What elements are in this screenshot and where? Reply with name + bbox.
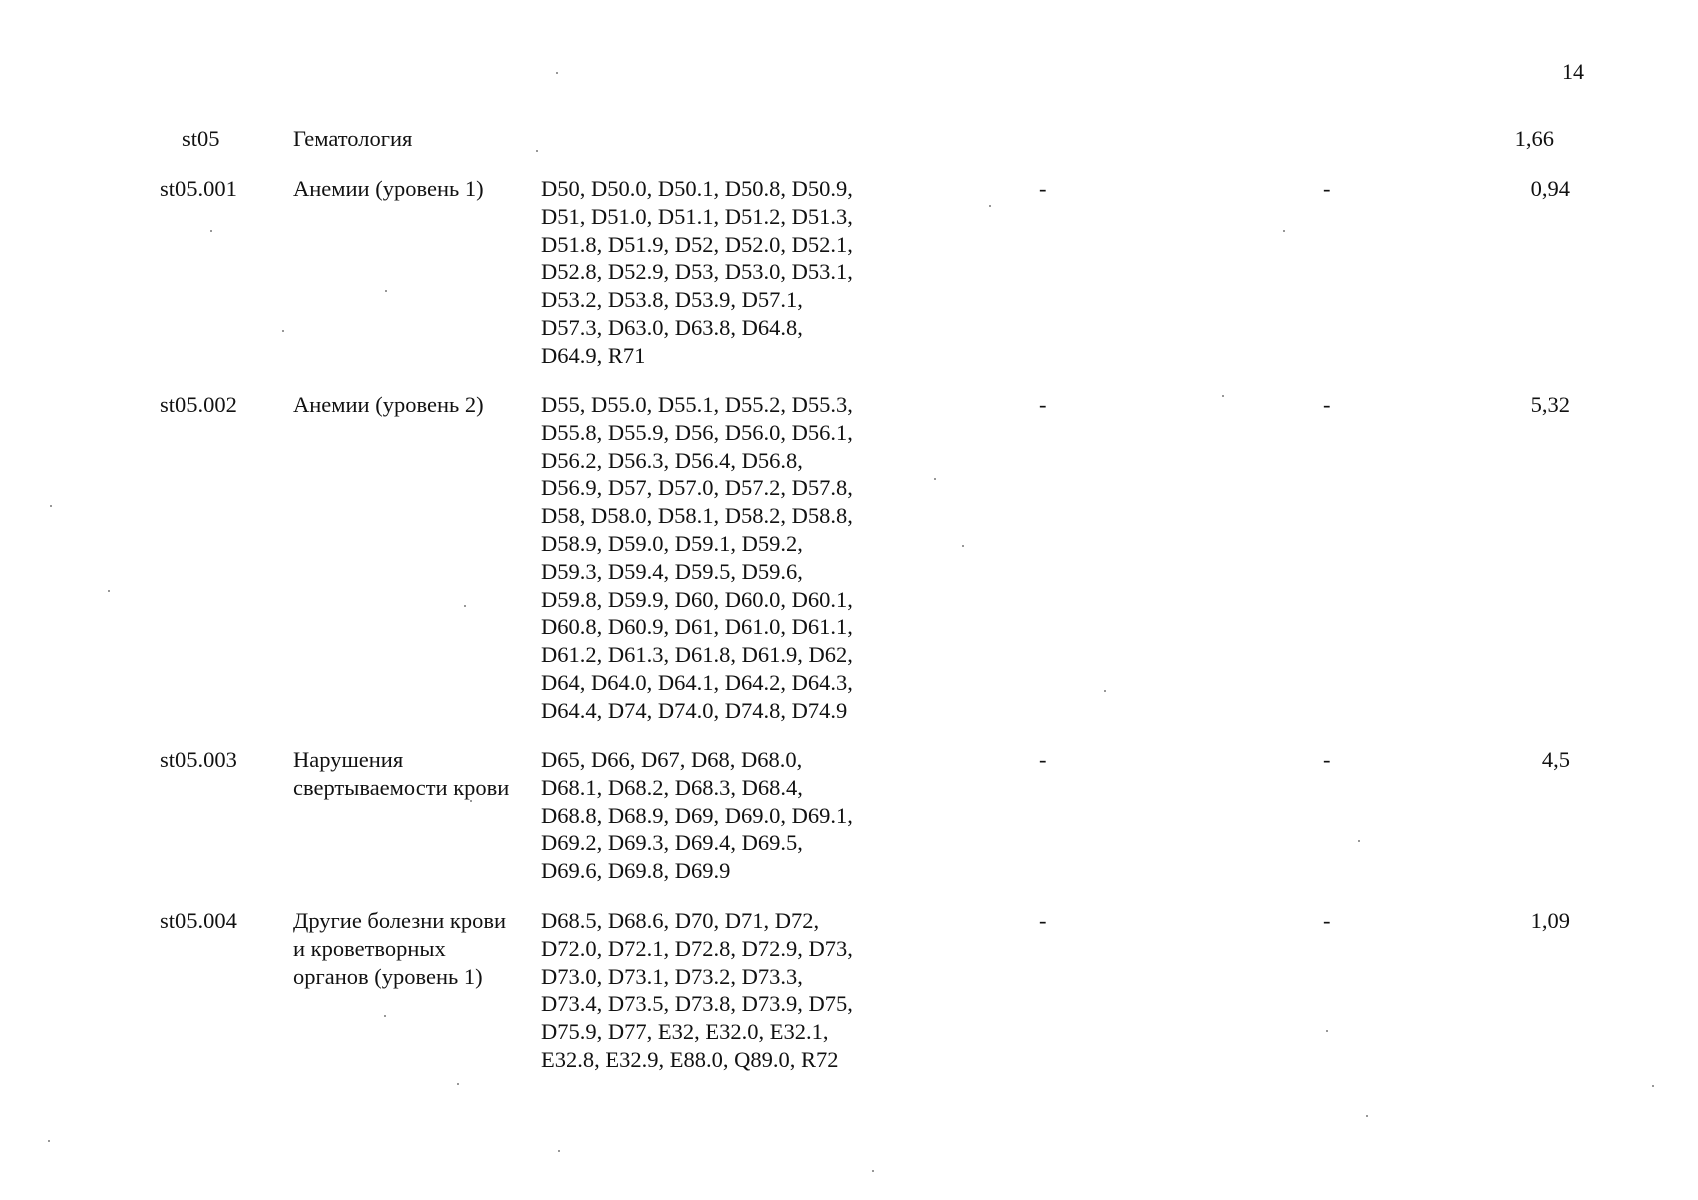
scan-speck <box>1104 690 1106 692</box>
diagnosis-line: D69.6, D69.8, D69.9 <box>541 858 731 884</box>
diagnosis-line: D58.9, D59.0, D59.1, D59.2, <box>541 530 803 556</box>
row-col4: - <box>1039 392 1047 417</box>
row-diagnosis-codes <box>541 907 901 1074</box>
scan-speck <box>1366 1115 1368 1117</box>
row-coefficient: 0,94 <box>1530 176 1570 201</box>
row-col5: - <box>1323 392 1331 417</box>
diagnosis-line: D73.4, D73.5, D73.8, D73.9, D75, <box>541 991 853 1017</box>
diagnosis-line: D65, D66, D67, D68, D68.0, <box>541 747 803 772</box>
row-diagnosis-codes <box>541 175 901 370</box>
scan-speck <box>558 1150 560 1152</box>
row-coefficient: 1,09 <box>1530 908 1570 933</box>
diagnosis-line: D59.8, D59.9, D60, D60.0, D60.1, <box>541 586 853 612</box>
diagnosis-line: D73.0, D73.1, D73.2, D73.3, <box>541 963 803 989</box>
row-col4: - <box>1039 908 1047 933</box>
diagnosis-line: D55, D55.0, D55.1, D55.2, D55.3, <box>541 392 853 417</box>
diagnosis-line: D68.5, D68.6, D70, D71, D72, <box>541 908 820 933</box>
scan-speck <box>872 1170 874 1172</box>
scan-speck <box>934 478 936 480</box>
row-code: st05.002 <box>160 392 237 417</box>
row-name <box>293 175 545 203</box>
diagnosis-line: E32.8, E32.9, E88.0, Q89.0, R72 <box>541 1046 839 1072</box>
row-col5: - <box>1323 747 1331 772</box>
row-name-line: свертываемости крови <box>293 774 510 800</box>
row-code: st05.001 <box>160 176 237 201</box>
diagnosis-line: D64, D64.0, D64.1, D64.2, D64.3, <box>541 669 853 695</box>
diagnosis-line: D50, D50.0, D50.1, D50.8, D50.9, <box>541 176 853 201</box>
diagnosis-line: D57.3, D63.0, D63.8, D64.8, <box>541 314 803 340</box>
diagnosis-line: D55.8, D55.9, D56, D56.0, D56.1, <box>541 419 853 445</box>
diagnosis-line: D59.3, D59.4, D59.5, D59.6, <box>541 558 803 584</box>
scan-speck <box>210 230 212 232</box>
scan-speck <box>108 590 110 592</box>
diagnosis-line: D64.4, D74, D74.0, D74.8, D74.9 <box>541 697 848 723</box>
diagnosis-line: D64.9, R71 <box>541 342 646 368</box>
scan-speck <box>962 545 964 547</box>
row-name-line: органов (уровень 1) <box>293 963 483 989</box>
scan-speck <box>1326 1030 1328 1032</box>
diagnosis-line: D69.2, D69.3, D69.4, D69.5, <box>541 830 803 856</box>
diagnosis-line: D53.2, D53.8, D53.9, D57.1, <box>541 287 803 313</box>
row-name <box>293 907 545 990</box>
row-name-line: Нарушения <box>293 747 404 772</box>
diagnosis-line: D52.8, D52.9, D53, D53.0, D53.1, <box>541 259 853 285</box>
row-diagnosis-codes <box>541 746 901 885</box>
row-coefficient: 5,32 <box>1530 392 1570 417</box>
scan-speck <box>556 72 558 74</box>
row-diagnosis-codes <box>541 391 901 725</box>
scan-speck <box>464 605 466 607</box>
row-name-line: Анемии (уровень 1) <box>293 176 484 201</box>
scan-speck <box>384 1015 386 1017</box>
scan-speck <box>1222 395 1224 397</box>
row-name-line: Другие болезни крови <box>293 908 507 933</box>
row-col5: - <box>1323 176 1331 201</box>
scan-speck <box>50 505 52 507</box>
scan-speck <box>536 150 538 152</box>
row-name <box>293 391 545 419</box>
row-col5: - <box>1323 908 1331 933</box>
section-name: Гематология <box>293 126 413 151</box>
scan-speck <box>1358 840 1360 842</box>
scan-speck <box>1283 230 1285 232</box>
section-code: st05 <box>182 126 220 151</box>
diagnosis-line: D72.0, D72.1, D72.8, D72.9, D73, <box>541 935 853 961</box>
diagnosis-line: D60.8, D60.9, D61, D61.0, D61.1, <box>541 614 853 640</box>
scan-speck <box>385 290 387 292</box>
diagnosis-line: D75.9, D77, E32, E32.0, E32.1, <box>541 1019 829 1045</box>
diagnosis-line: D68.8, D68.9, D69, D69.0, D69.1, <box>541 802 853 828</box>
row-code: st05.004 <box>160 908 237 933</box>
row-name-line: Анемии (уровень 2) <box>293 392 484 417</box>
row-coefficient: 4,5 <box>1541 747 1570 772</box>
scan-speck <box>282 330 284 332</box>
diagnosis-line: D68.1, D68.2, D68.3, D68.4, <box>541 774 803 800</box>
row-name-line: и кроветворных <box>293 935 446 961</box>
scan-speck <box>1652 1085 1654 1087</box>
row-col4: - <box>1039 747 1047 772</box>
scan-speck <box>48 1140 50 1142</box>
diagnosis-line: D51, D51.0, D51.1, D51.2, D51.3, <box>541 203 853 229</box>
scan-speck <box>989 205 991 207</box>
diagnosis-line: D56.2, D56.3, D56.4, D56.8, <box>541 447 803 473</box>
scan-speck <box>457 1083 459 1085</box>
diagnosis-line: D51.8, D51.9, D52, D52.0, D52.1, <box>541 231 853 257</box>
diagnosis-line: D56.9, D57, D57.0, D57.2, D57.8, <box>541 475 853 501</box>
diagnosis-line: D58, D58.0, D58.1, D58.2, D58.8, <box>541 503 853 529</box>
row-code: st05.003 <box>160 747 237 772</box>
section-coefficient: 1,66 <box>1514 126 1554 151</box>
row-name <box>293 746 545 802</box>
row-col4: - <box>1039 176 1047 201</box>
page-number: 14 <box>1562 59 1584 84</box>
diagnosis-line: D61.2, D61.3, D61.8, D61.9, D62, <box>541 642 853 668</box>
scan-speck <box>470 800 472 802</box>
